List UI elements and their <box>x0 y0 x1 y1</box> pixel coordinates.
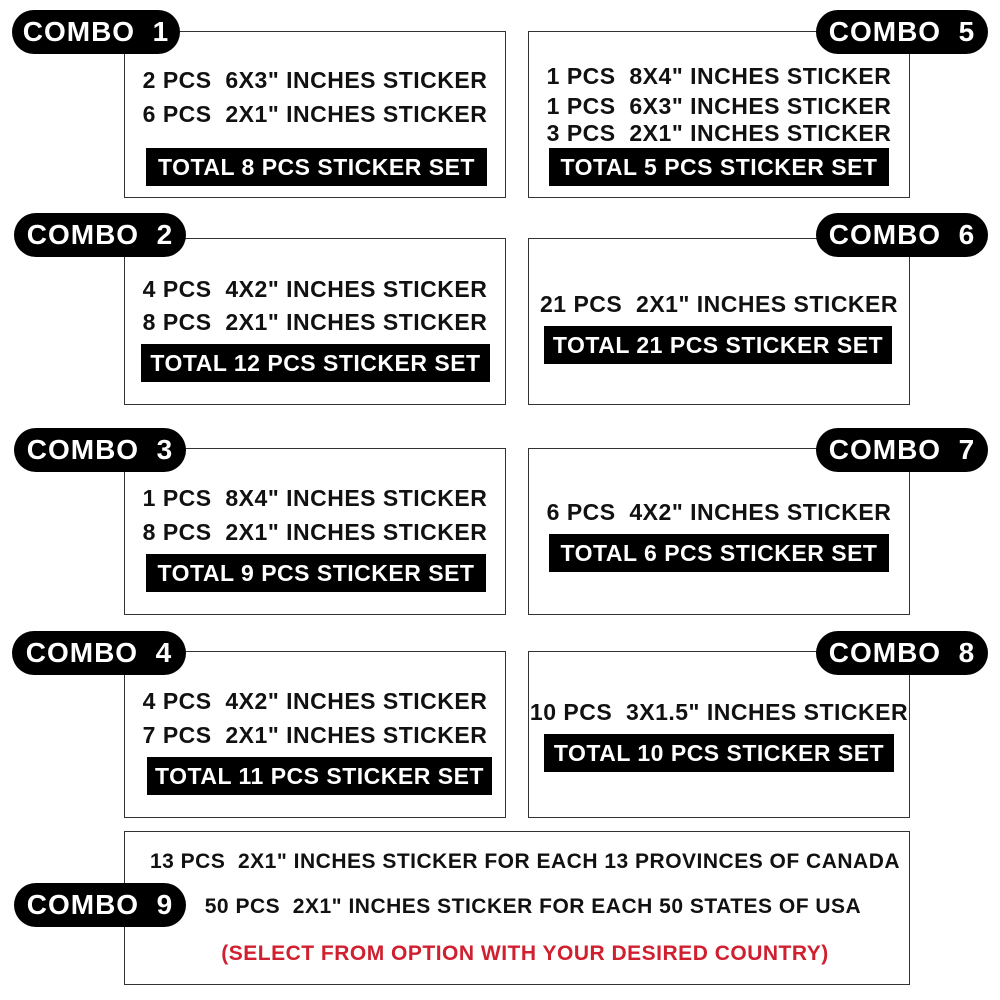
combo-4-total: TOTAL 11 PCS STICKER SET <box>147 757 492 795</box>
combo-2-line-1: 4 PCS 4X2" INCHES STICKER <box>142 276 488 302</box>
combo-4-line-1: 4 PCS 4X2" INCHES STICKER <box>142 688 488 714</box>
combo-2-badge: COMBO 2 <box>14 213 186 257</box>
combo-4-line-2: 7 PCS 2X1" INCHES STICKER <box>142 722 488 748</box>
combo-8-line-1: 10 PCS 3X1.5" INCHES STICKER <box>529 699 909 725</box>
combo-7-card <box>528 448 910 615</box>
combo-9-country-note: (SELECT FROM OPTION WITH YOUR DESIRED COUNTRY) <box>221 942 829 965</box>
combo-9-line-1: 13 PCS 2X1" INCHES STICKER FOR EACH 13 PROVINCES OF CANADA <box>149 850 901 873</box>
combo-1-line-2: 6 PCS 2X1" INCHES STICKER <box>142 101 488 127</box>
combo-3-badge: COMBO 3 <box>14 428 186 472</box>
combo-9-badge: COMBO 9 <box>14 883 186 927</box>
combo-5-total: TOTAL 5 PCS STICKER SET <box>549 148 889 186</box>
combo-7-line-1: 6 PCS 4X2" INCHES STICKER <box>546 499 892 525</box>
combo-1-line-1: 2 PCS 6X3" INCHES STICKER <box>142 67 488 93</box>
combo-7-total: TOTAL 6 PCS STICKER SET <box>549 534 889 572</box>
combo-3-line-1: 1 PCS 8X4" INCHES STICKER <box>142 485 488 511</box>
combo-8-badge: COMBO 8 <box>816 631 988 675</box>
combo-5-line-3: 3 PCS 2X1" INCHES STICKER <box>546 120 892 146</box>
combo-5-line-1: 1 PCS 8X4" INCHES STICKER <box>546 63 892 89</box>
combo-5-badge: COMBO 5 <box>816 10 988 54</box>
combo-2-line-2: 8 PCS 2X1" INCHES STICKER <box>142 309 488 335</box>
combo-6-badge: COMBO 6 <box>816 213 988 257</box>
combo-6-line-1: 21 PCS 2X1" INCHES STICKER <box>539 291 898 317</box>
combo-7-badge: COMBO 7 <box>816 428 988 472</box>
combo-1-total: TOTAL 8 PCS STICKER SET <box>146 148 487 186</box>
combo-6-card <box>528 238 910 405</box>
combo-8-total: TOTAL 10 PCS STICKER SET <box>544 734 894 772</box>
combo-3-line-2: 8 PCS 2X1" INCHES STICKER <box>142 519 488 545</box>
combo-2-total: TOTAL 12 PCS STICKER SET <box>141 344 490 382</box>
combo-3-total: TOTAL 9 PCS STICKER SET <box>146 554 486 592</box>
combo-4-badge: COMBO 4 <box>12 631 186 675</box>
combo-9-line-2: 50 PCS 2X1" INCHES STICKER FOR EACH 50 STATES OF USA <box>204 895 862 918</box>
combo-5-line-2: 1 PCS 6X3" INCHES STICKER <box>546 93 892 119</box>
combo-1-badge: COMBO 1 <box>12 10 180 54</box>
combo-6-total: TOTAL 21 PCS STICKER SET <box>544 326 892 364</box>
